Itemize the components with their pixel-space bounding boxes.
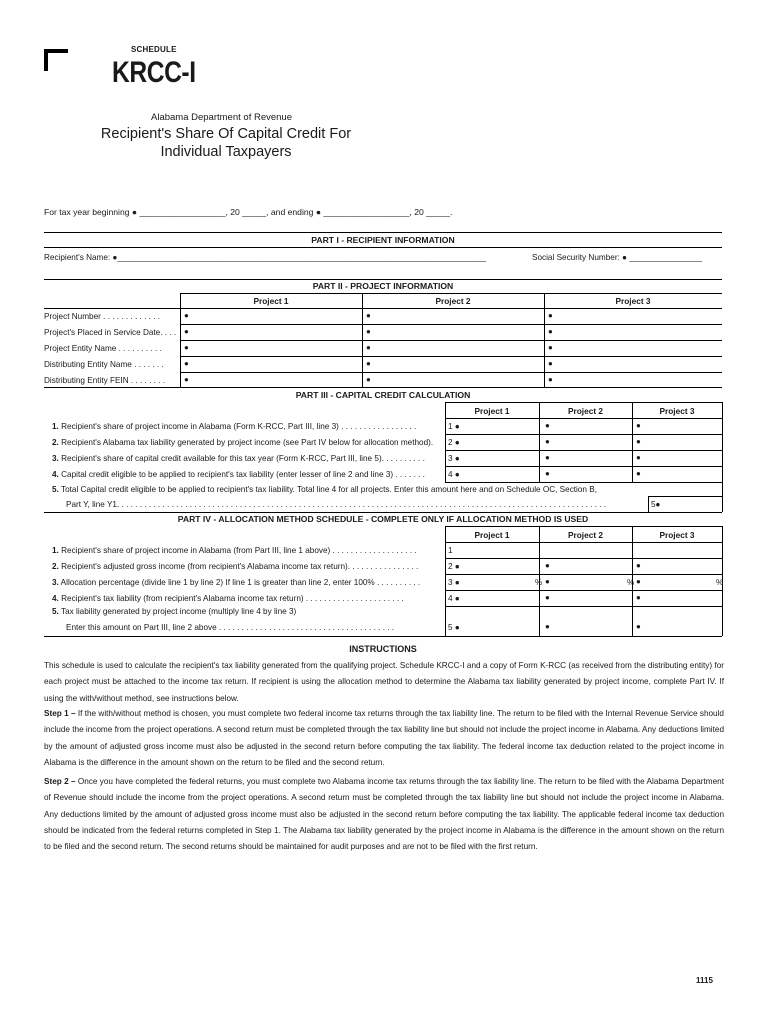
part4-line-desc: Recipient's adjusted gross income (from recipient's Alabama income tax return). . . . . . . . . . . . . . . . (61, 562, 419, 571)
part2-input-project3[interactable]: ● (548, 327, 553, 336)
part3-col-project2: Project 2 (567, 406, 604, 416)
part3-line5-num: 5. (52, 485, 59, 494)
ssn-field[interactable]: Social Security Number: ● ________________ (532, 253, 703, 262)
part3-header-rule (445, 418, 722, 419)
part4-input-project1[interactable]: 4 ● (448, 594, 460, 603)
part2-row-rule (180, 356, 722, 357)
part4-line-desc: Recipient's tax liability (from recipient's Alabama income tax return) . . . . . . . . . . . . . . . . . . . . . . (61, 594, 404, 603)
part2-input-project1[interactable]: ● (184, 327, 189, 336)
part2-row-label: Distributing Entity FEIN . . . . . . . . (44, 376, 166, 385)
schedule-label: SCHEDULE (131, 45, 177, 54)
part2-input-project1[interactable]: ● (184, 375, 189, 384)
part4-title: PART IV - ALLOCATION METHOD SCHEDULE - COMPLETE ONLY IF ALLOCATION METHOD IS USED (177, 514, 589, 524)
part4-title-rule (445, 526, 722, 527)
part4-input-project1[interactable]: 1 (448, 546, 453, 555)
part2-row-label: Distributing Entity Name . . . . . . . (44, 360, 164, 369)
part3-divider-1 (445, 402, 446, 482)
part3-line-desc: Capital credit eligible to be applied to recipient's tax liability (enter lesser of line 2 and line 3) . . . . . . . (61, 470, 425, 479)
part3-line5-box-left (648, 496, 649, 512)
part4-col-project1: Project 1 (474, 530, 510, 540)
instructions-title: INSTRUCTIONS (349, 644, 417, 654)
part3-line-label (52, 438, 433, 447)
part2-input-project1[interactable]: ● (184, 311, 189, 320)
part2-input-project2[interactable]: ● (366, 311, 371, 320)
part4-line-desc: Allocation percentage (divide line 1 by line 2) If line 1 is greater than line 2, enter 100% . . . . . . . . . . (60, 578, 421, 587)
part4-line5-text1 (52, 607, 296, 616)
part3-input-project2[interactable]: ● (545, 469, 550, 478)
part1-title-rule (44, 247, 722, 248)
part4-row-rule (445, 558, 722, 559)
part3-line5-desc: Total Capital credit eligible to be applied to recipient's tax liability. Total line 4 for all projects. Enter this amount here and on Schedule OC, Section B, (60, 485, 597, 494)
part4-input-project3[interactable]: ● (636, 593, 641, 602)
part3-line4-rule (445, 482, 722, 483)
part3-right-border (722, 402, 723, 512)
part4-header-rule (445, 542, 722, 543)
part2-row-label: Project Number . . . . . . . . . . . . . (44, 312, 161, 321)
percent-sign-project1: % (535, 578, 543, 587)
part4-line-num: 2. (52, 562, 59, 571)
department-name: Alabama Department of Revenue (151, 112, 292, 123)
step1-label: Step 1 – (44, 709, 76, 718)
part3-input-project1[interactable]: 4 ● (448, 470, 460, 479)
percent-sign-project2: % (627, 578, 635, 587)
corner-mark (44, 49, 68, 71)
part4-line-num: 3. (52, 578, 59, 587)
part2-input-project2[interactable]: ● (366, 375, 371, 384)
part4-top-rule (44, 512, 722, 513)
part3-col-project1: Project 1 (474, 406, 510, 416)
part4-input-project3[interactable]: ● (636, 577, 641, 586)
part3-divider-2 (539, 402, 540, 482)
part4-line-label (52, 578, 420, 587)
part3-row-rule (445, 434, 722, 435)
part2-input-project3[interactable]: ● (548, 359, 553, 368)
step2-text: Once you have completed the federal returns, you must complete two Alabama income tax returns through the tax liability line. The return to be filed with the Alabama Department of Revenue should include the income from the project operations. A second return must be completed through the tax liability line but should not include the project income in Alabama. Any deductions limited by the amount of adjusted gross income must also be adjusted in the second return before computing the tax liability. The applicable federal income tax deduction should be indicated from the federal returns completed in Step 1. The Alabama tax liability generated by the project income in Alabama is the difference in the amount shown on the return to be filed and the second return. The second returns should be maintained for audit purposes and are not to be filed with the first return. (44, 777, 724, 852)
part2-input-project1[interactable]: ● (184, 343, 189, 352)
part4-line5-num: 5. (52, 607, 59, 616)
part3-line-num: 2. (52, 438, 59, 447)
part4-col-project3: Project 3 (659, 530, 695, 540)
part2-input-project2[interactable]: ● (366, 327, 371, 336)
part3-line-num: 4. (52, 470, 59, 479)
part3-row-rule (445, 466, 722, 467)
part4-col-project2: Project 2 (567, 530, 604, 540)
part3-input-project1[interactable]: 2 ● (448, 438, 460, 447)
part2-input-project3[interactable]: ● (548, 311, 553, 320)
part2-row-rule (180, 372, 722, 373)
part4-input-project1[interactable]: 3 ● (448, 578, 460, 587)
part2-row-label: Project's Placed in Service Date. . . . (44, 328, 177, 337)
part3-line-desc: Recipient's share of capital credit available for this tax year (Form K-RCC, Part III, line 5). . . . . . . . . . (61, 454, 425, 463)
part3-input-project3[interactable]: ● (636, 469, 641, 478)
part3-line-label (52, 454, 425, 463)
part4-row-rule (445, 606, 722, 607)
part2-title: PART II - PROJECT INFORMATION (312, 281, 454, 291)
part2-top-rule (44, 279, 722, 280)
part4-line5-input-project3[interactable]: ● (636, 622, 641, 631)
part2-input-project1[interactable]: ● (184, 359, 189, 368)
part4-line5-desc: Tax liability generated by project income (multiply line 4 by line 3) (60, 607, 297, 616)
part4-input-project3[interactable]: ● (636, 561, 641, 570)
part2-input-project2[interactable]: ● (366, 359, 371, 368)
instructions-step1 (44, 706, 724, 771)
part4-row-rule (445, 574, 722, 575)
part4-line-label (52, 562, 418, 571)
form-title-line2: Individual Taxpayers (160, 144, 292, 160)
step2-label: Step 2 – (44, 777, 76, 786)
part4-line-num: 4. (52, 594, 59, 603)
part3-line-num: 3. (52, 454, 59, 463)
part4-row-rule (445, 590, 722, 591)
part3-title: PART III - CAPITAL CREDIT CALCULATION (295, 390, 471, 400)
part3-input-project3[interactable]: ● (636, 421, 641, 430)
form-title (95, 125, 357, 161)
part3-divider-3 (632, 402, 633, 482)
part2-col-project1: Project 1 (253, 296, 289, 306)
tax-year-line[interactable]: For tax year beginning ● __________________, 20 _____, and ending ● __________________, 20 _____. (44, 207, 453, 217)
part2-input-project3[interactable]: ● (548, 343, 553, 352)
part4-line5-input-project1[interactable]: 5 ● (448, 623, 460, 632)
part3-line-desc: Recipient's share of project income in Alabama (Form K-RCC, Part III, line 3) . . . . . . . . . . . . . . . . . (61, 422, 417, 431)
part2-row-label: Project Entity Name . . . . . . . . . . (44, 344, 162, 353)
part2-input-project3[interactable]: ● (548, 375, 553, 384)
part3-line5-text1 (52, 485, 597, 494)
part1-title: PART I - RECIPIENT INFORMATION (311, 235, 455, 245)
part4-line5-input-project2[interactable]: ● (545, 622, 550, 631)
form-number: KRCC-I (112, 56, 196, 89)
part2-input-project2[interactable]: ● (366, 343, 371, 352)
part3-line5-box-top (648, 496, 722, 497)
part2-col-project3: Project 3 (615, 296, 651, 306)
part4-input-project1[interactable]: 2 ● (448, 562, 460, 571)
part3-input-project3[interactable]: ● (636, 437, 641, 446)
part4-divider-1 (445, 526, 446, 636)
step1-text: If the with/without method is chosen, you must complete two federal income tax returns through the tax liability line. The return to be filed with the Internal Revenue Service should include the income from the project operations. A second return must be completed through the tax liability line but should not include the project income in Alabama. Any deductions limited by the amount of adjusted gross income must also be adjusted in the second return before computing the tax liability. The federal income tax deduction related to the project income in Alabama is the difference in the amount shown on the return to be filed and the second return. (44, 709, 724, 767)
part3-line-label (52, 470, 425, 479)
part4-line-desc: Recipient's share of project income in Alabama (from Part III, line 1 above) . . . . . . . . . . . . . . . . . . . (61, 546, 417, 555)
part3-row-rule (445, 450, 722, 451)
percent-sign-project3: % (716, 578, 724, 587)
part3-line5-input[interactable]: 5● (651, 500, 661, 509)
part4-line-num: 1. (52, 546, 59, 555)
part2-col-project2: Project 2 (435, 296, 471, 306)
part3-line-desc: Recipient's Alabama tax liability generated by project income (see Part IV below for allocation method). (61, 438, 434, 447)
part3-input-project1[interactable]: 3 ● (448, 454, 460, 463)
part3-line5-text2: Part Y, line Y1. . . . . . . . . . . . . . . . . . . . . . . . . . . . . . . . . . . . . . . . . . . . . . . . . . . . . . . . . . . . . . . . . . . . . . . . . . . . . . . . . . . . . . . . . . . . . . . . . . . . . . . . . . . . (66, 500, 607, 509)
instructions-paragraph-1: This schedule is used to calculate the recipient's tax liability generated from the qualifying project. Schedule KRCC-I and a copy of Form K-RCC (as received from the distributing entity) for each project must be attached to the income tax return. If recipient is using the allocation method to determine the Alabama tax liability generated by project income, complete Part IV. If using the with/without method, see instructions below. (44, 661, 724, 703)
page-code: 1115 (696, 976, 713, 985)
part4-input-project2[interactable]: ● (545, 593, 550, 602)
part4-line5-text2: Enter this amount on Part III, line 2 above . . . . . . . . . . . . . . . . . . . . . . . . . . . . . . . . . . . . . . . (66, 623, 395, 632)
part3-input-project3[interactable]: ● (636, 453, 641, 462)
part4-line-label (52, 546, 417, 555)
part3-input-project1[interactable]: 1 ● (448, 422, 460, 431)
part1-top-rule (44, 232, 722, 233)
part3-input-project2[interactable]: ● (545, 437, 550, 446)
part3-input-project2[interactable]: ● (545, 421, 550, 430)
part4-bottom-rule (44, 636, 722, 637)
part2-title-rule (180, 293, 722, 294)
part4-line-label (52, 594, 404, 603)
form-title-line1: Recipient's Share Of Capital Credit For (100, 126, 352, 142)
part3-line-num: 1. (52, 422, 59, 431)
part2-row-rule (180, 340, 722, 341)
part3-top-rule (44, 387, 722, 388)
instructions-step2 (44, 774, 724, 855)
part4-input-project2[interactable]: ● (545, 561, 550, 570)
part2-header-rule (44, 308, 722, 309)
part2-row-rule (180, 324, 722, 325)
part3-col-project3: Project 3 (659, 406, 695, 416)
part3-line-label (52, 422, 416, 431)
part4-input-project2[interactable]: ● (545, 577, 550, 586)
recipient-name-field[interactable]: Recipient's Name: ●_________________________________________________________________________________ (44, 253, 487, 262)
part3-title-rule (445, 402, 722, 403)
part3-input-project2[interactable]: ● (545, 453, 550, 462)
